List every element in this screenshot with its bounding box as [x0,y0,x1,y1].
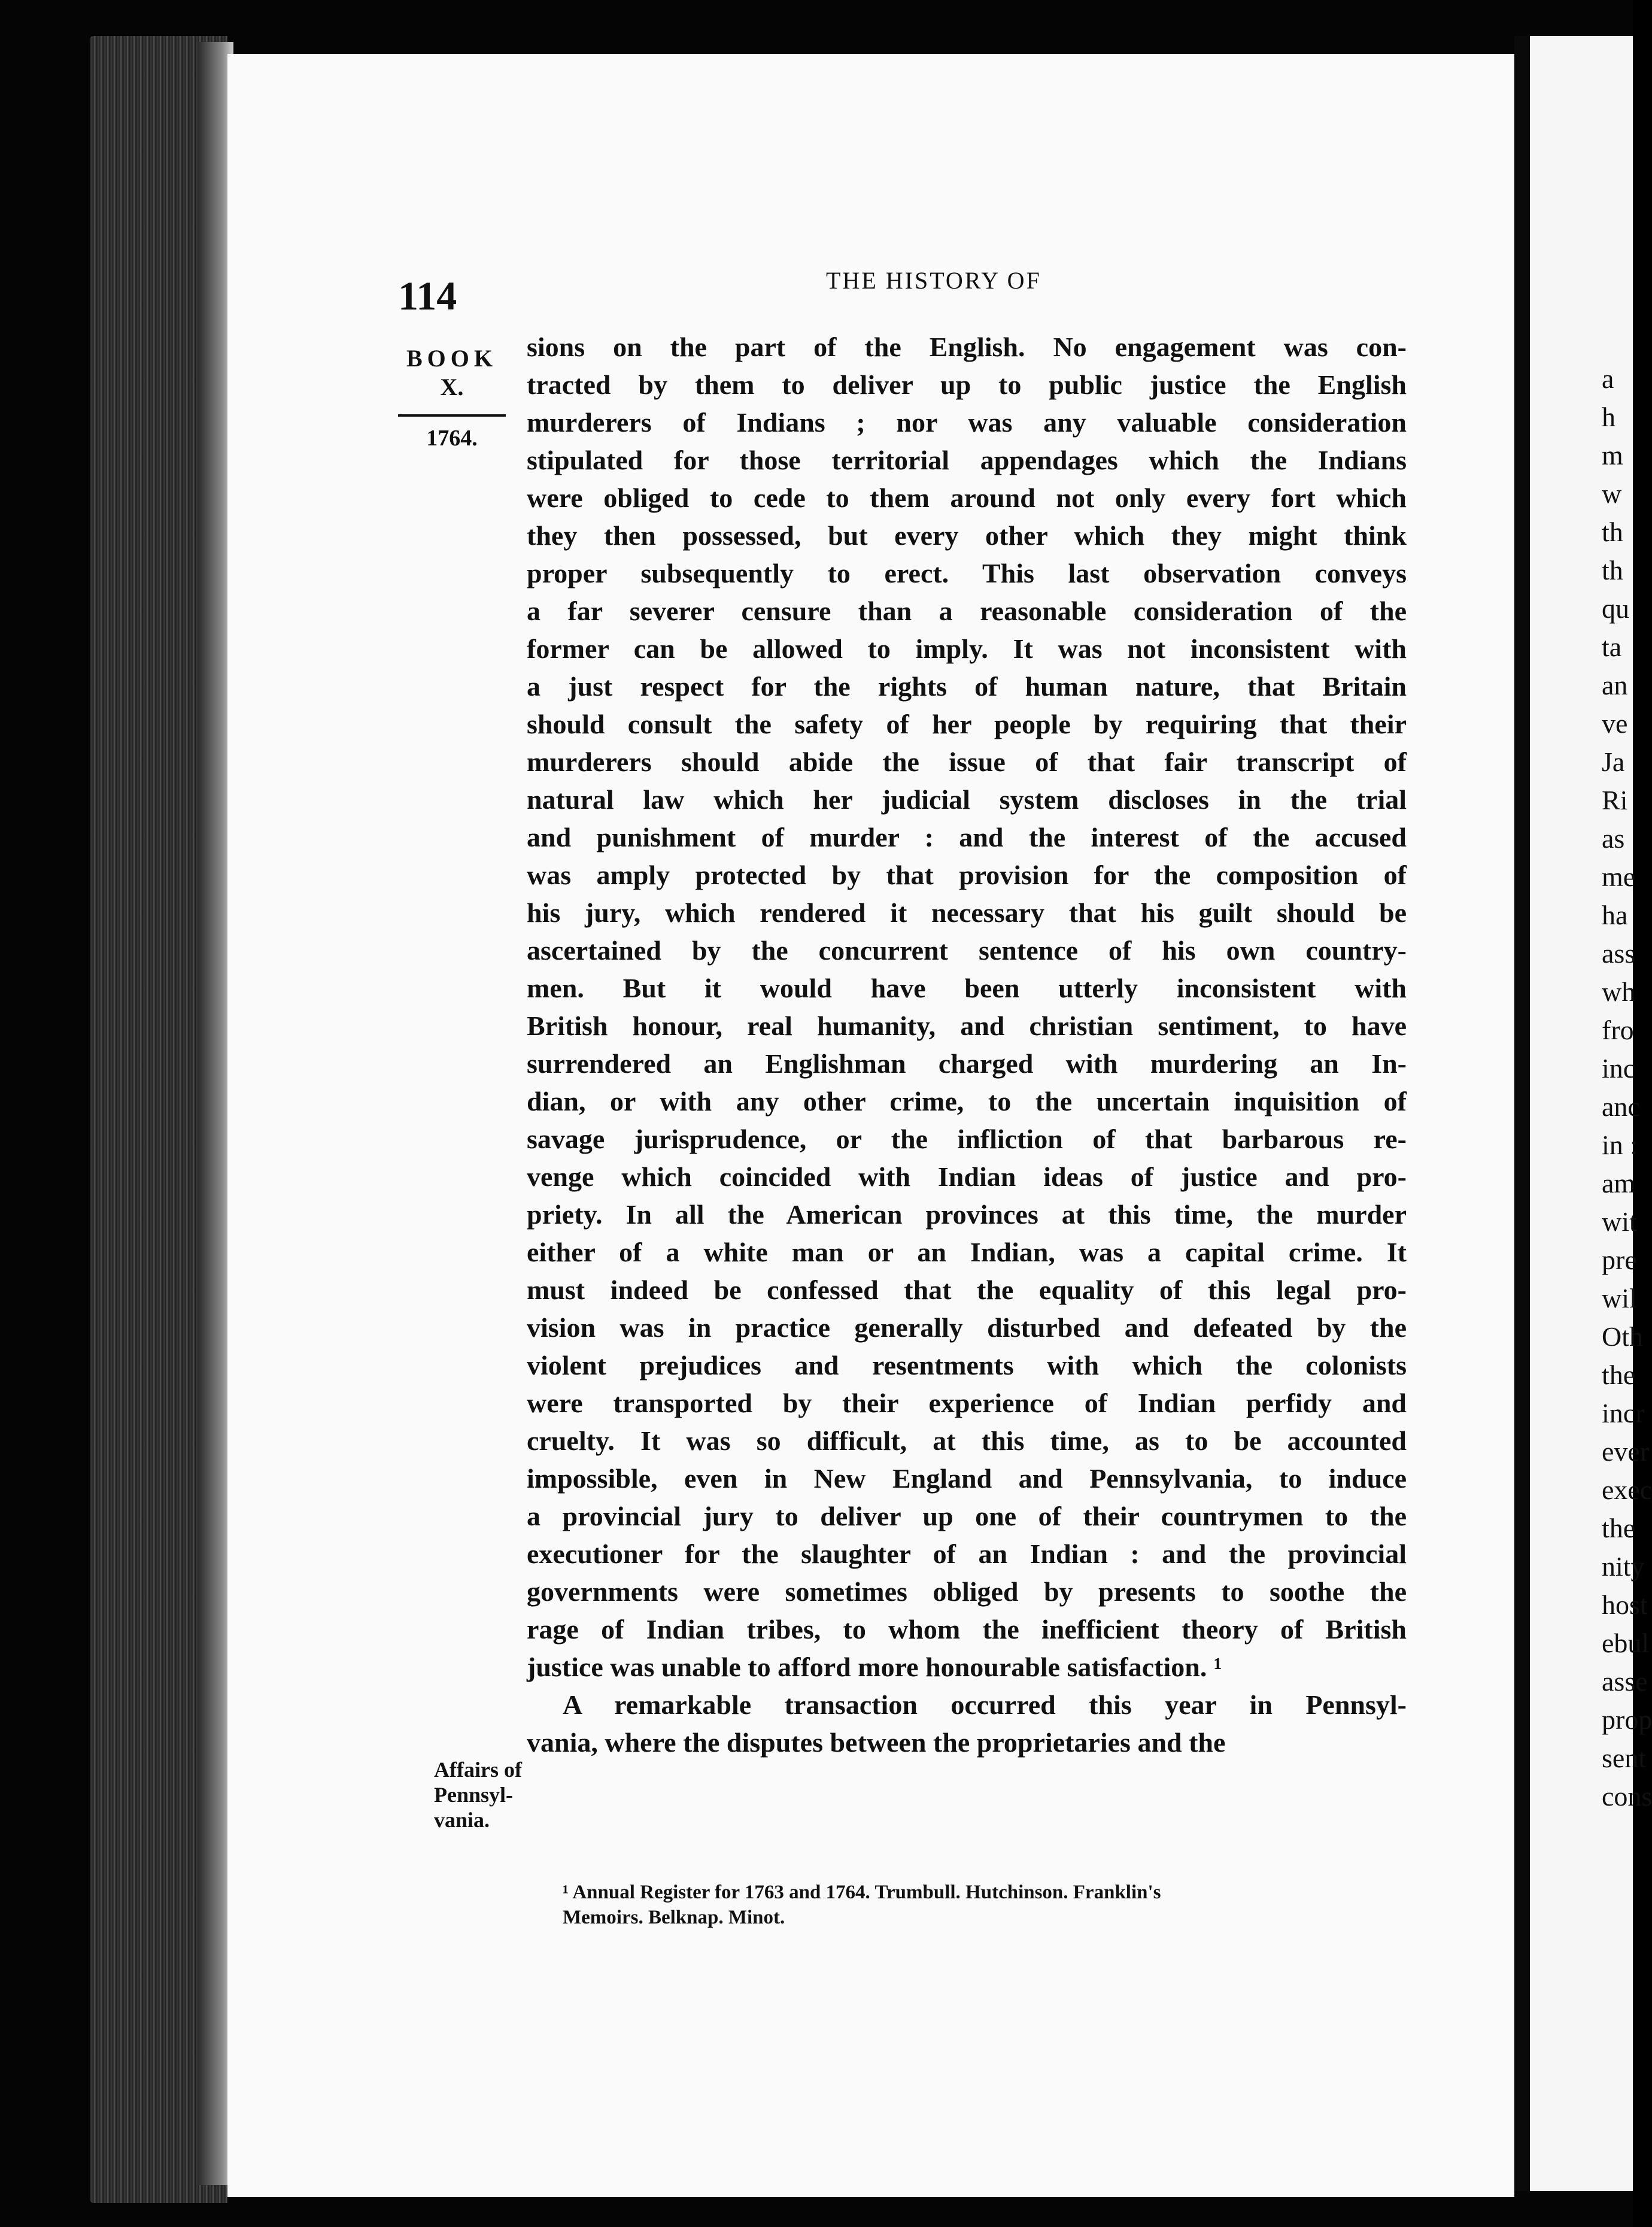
body-line: murderers should abide the issue of that fair transcript of [527,747,1407,777]
body-line: savage jurisprudence, or the infliction of that barbarous re- [527,1124,1407,1154]
facing-page-fragment: nity [1602,1551,1645,1582]
facing-page [1514,36,1652,2191]
body-line: surrendered an Englishman charged with murdering an In- [527,1048,1407,1079]
body-line: they then possessed, but every other which they might think [527,520,1407,551]
body-text [527,328,1407,1761]
running-head: THE HISTORY OF [826,267,1041,294]
facing-page-fragment: wh [1602,976,1636,1007]
body-line: dian, or with any other crime, to the uncertain inquisition of [527,1086,1407,1116]
facing-page-fragment: th [1602,517,1623,547]
body-line: a just respect for the rights of human nature, that Britain [527,671,1407,702]
body-line: proper subsequently to erect. This last observation conveys [527,558,1407,588]
side-note [434,1757,548,1832]
footnote-line: Memoirs. Belknap. Minot. [563,1907,785,1928]
facing-page-fragment: a [1602,363,1614,394]
facing-page-fragment: fro [1602,1015,1634,1045]
facing-page-fragment: exec [1602,1474,1652,1505]
facing-page-fragment: m [1602,440,1623,471]
side-note-line: Pennsyl- [434,1783,514,1807]
body-line: priety. In all the American provinces at this time, the murder [527,1199,1407,1230]
margin-rule [398,414,506,417]
facing-page-fragment: asse [1602,1666,1648,1697]
facing-page-fragment: ve [1602,708,1628,739]
body-line: vision was in practice generally disturbed and defeated by the [527,1312,1407,1343]
facing-page-fragment: as [1602,823,1625,854]
facing-page-fragment: an [1602,670,1628,700]
side-note-line: Affairs of [434,1758,522,1782]
body-line: must indeed be confessed that the equality of this legal pro- [527,1275,1407,1305]
side-note-line: vania. [434,1808,490,1832]
body-line: was amply protected by that provision for the composition of [527,860,1407,890]
body-line: A remarkable transaction occurred this year in Pennsyl- [563,1689,1407,1720]
facing-page-fragment: wit [1602,1206,1637,1237]
body-line: tracted by them to deliver up to public justice the English [527,369,1407,400]
body-line: impossible, even in New England and Pennsylvania, to induce [527,1463,1407,1494]
body-line: governments were sometimes obliged by presents to soothe the [527,1576,1407,1607]
body-line: sions on the part of the English. No engagement was con- [527,332,1407,362]
body-line: stipulated for those territorial appendages which the Indians [527,445,1407,475]
facing-page-fragment: host [1602,1589,1648,1620]
body-line: natural law which her judicial system discloses in the trial [527,784,1407,815]
facing-page-fragment: the [1602,1513,1636,1543]
book-number: X. [440,374,464,401]
facing-page-fragment: ha [1602,900,1628,930]
body-line: British honour, real humanity, and christian sentiment, to have [527,1011,1407,1041]
body-line: executioner for the slaughter of an Indian : and the provincial [527,1539,1407,1569]
facing-page-fragment: prop [1602,1704,1652,1735]
facing-page-fragment: ebul [1602,1628,1650,1658]
facing-page-fragment: ever [1602,1436,1650,1467]
body-line: and punishment of murder : and the interest of the accused [527,822,1407,852]
body-line: venge which coincided with Indian ideas of justice and pro- [527,1161,1407,1192]
facing-page-fragment: ass [1602,938,1636,969]
body-line: murderers of Indians ; nor was any valuable consideration [527,407,1407,438]
body-line: a far severer censure than a reasonable consideration of the [527,596,1407,626]
body-line: were transported by their experience of Indian perfidy and [527,1388,1407,1418]
body-line: cruelty. It was so difficult, at this time, as to be accounted [527,1425,1407,1456]
facing-page-fragment: wil [1602,1283,1637,1313]
facing-page-fragment: the [1602,1360,1636,1390]
body-line: were obliged to cede to them around not only every fort which [527,483,1407,513]
facing-page-fragment: in : [1602,1130,1638,1160]
facing-page-fragment: Oth [1602,1321,1643,1352]
facing-page-fragment: ta [1602,632,1622,662]
body-line: rage of Indian tribes, to whom the inefficient theory of British [527,1614,1407,1645]
facing-page-fragment: inc [1602,1053,1636,1084]
body-line: ascertained by the concurrent sentence of his own country- [527,935,1407,966]
year-label: 1764. [426,426,478,451]
body-line: men. But it would have been utterly inconsistent with [527,973,1407,1003]
facing-page-fragment: Ri [1602,785,1628,815]
facing-page-fragment: incr [1602,1398,1645,1428]
body-line: either of a white man or an Indian, was a capital crime. It [527,1237,1407,1267]
page-number: 114 [398,273,457,318]
body-line: justice was unable to afford more honourable satisfaction. ¹ [527,1652,1222,1682]
facing-page-fragment: me [1602,861,1636,892]
body-line: should consult the safety of her people by requiring that their [527,709,1407,739]
facing-page-fragment: h [1602,402,1615,432]
footnote-line: ¹ Annual Register for 1763 and 1764. Trumbull. Hutchinson. Franklin's [563,1882,1161,1903]
book-label: BOOK [406,345,498,372]
facing-page-fragment: qu [1602,593,1629,624]
facing-page-fragment: th [1602,555,1623,585]
body-line: a provincial jury to deliver up one of their countrymen to the [527,1501,1407,1531]
facing-page-fragment: sent [1602,1743,1647,1773]
footnote [563,1880,1425,1930]
facing-page-fragment: cons [1602,1781,1652,1812]
body-line: former can be allowed to imply. It was not inconsistent with [527,633,1407,664]
body-line: his jury, which rendered it necessary that his guilt should be [527,897,1407,928]
facing-page-fragment: w [1602,478,1622,509]
facing-page-fragment: Ja [1602,747,1625,777]
facing-page-fragment: anc [1602,1091,1640,1122]
body-line: violent prejudices and resentments with which the colonists [527,1350,1407,1381]
facing-page-fragment: am [1602,1168,1636,1199]
body-line: vania, where the disputes between the proprietaries and the [527,1727,1226,1758]
facing-page-fragment: pre [1602,1245,1637,1275]
